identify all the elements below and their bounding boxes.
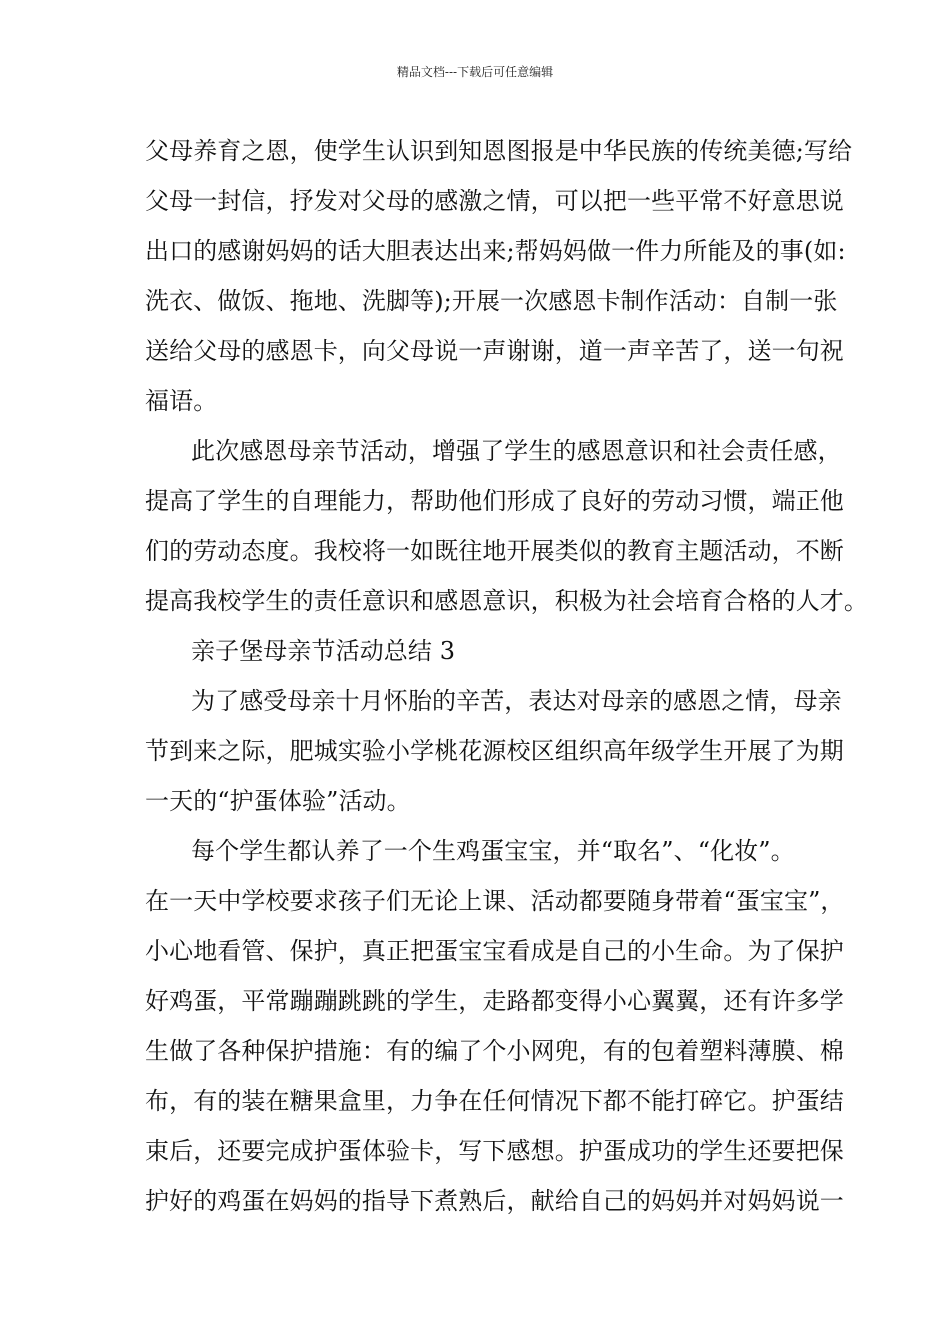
- paragraph-start-line: 此次感恩母亲节活动，增强了学生的感恩意识和社会责任感，: [191, 437, 842, 465]
- document-body: [145, 126, 868, 1226]
- text-line: 出口的感谢妈妈的话大胆表达出来;帮妈妈做一件力所能及的事(如:: [145, 237, 846, 265]
- text-line: 提高我校学生的责任意识和感恩意识，积极为社会培育合格的人才。: [145, 587, 868, 615]
- text-line: 父母一封信，抒发对父母的感激之情，可以把一些平常不好意思说: [145, 187, 844, 215]
- text-line: 护好的鸡蛋在妈妈的指导下煮熟后，献给自己的妈妈并对妈妈说一: [145, 1187, 844, 1215]
- text-line: 生做了各种保护措施：有的编了个小网兜，有的包着塑料薄膜、棉: [145, 1037, 844, 1065]
- text-line: 节到来之际，肥城实验小学桃花源校区组织高年级学生开展了为期: [145, 737, 844, 765]
- text-line: 布，有的装在糖果盒里，力争在任何情况下都不能打碎它。护蛋结: [145, 1087, 844, 1115]
- text-line: 们的劳动态度。我校将一如既往地开展类似的教育主题活动，不断: [145, 537, 844, 565]
- text-line: 束后，还要完成护蛋体验卡，写下感想。护蛋成功的学生还要把保: [145, 1137, 844, 1165]
- section-heading: 亲子堡母亲节活动总结 3: [191, 637, 456, 665]
- page-header: 精品文档---下载后可任意编辑: [396, 65, 554, 79]
- text-line: 洗衣、做饭、拖地、洗脚等);开展一次感恩卡制作活动：自制一张: [145, 287, 838, 315]
- text-line: 一天的“护蛋体验”活动。: [145, 787, 411, 815]
- text-line: 父母养育之恩，使学生认识到知恩图报是中华民族的传统美德;写给: [145, 137, 853, 165]
- text-line: 福语。: [145, 387, 218, 415]
- text-line: 送给父母的感恩卡，向父母说一声谢谢，道一声辛苦了，送一句祝: [145, 337, 844, 365]
- text-line: 提高了学生的自理能力，帮助他们形成了良好的劳动习惯，端正他: [145, 487, 844, 515]
- text-line: 好鸡蛋，平常蹦蹦跳跳的学生，走路都变得小心翼翼，还有许多学: [145, 987, 844, 1015]
- text-line: 在一天中学校要求孩子们无论上课、活动都要随身带着“蛋宝宝”，: [145, 887, 845, 915]
- paragraph-start-line: 每个学生都认养了一个生鸡蛋宝宝，并“取名”、“化妆”。: [191, 837, 795, 865]
- paragraph-start-line: 为了感受母亲十月怀胎的辛苦，表达对母亲的感恩之情，母亲: [191, 687, 842, 715]
- text-line: 小心地看管、保护，真正把蛋宝宝看成是自己的小生命。为了保护: [145, 937, 844, 965]
